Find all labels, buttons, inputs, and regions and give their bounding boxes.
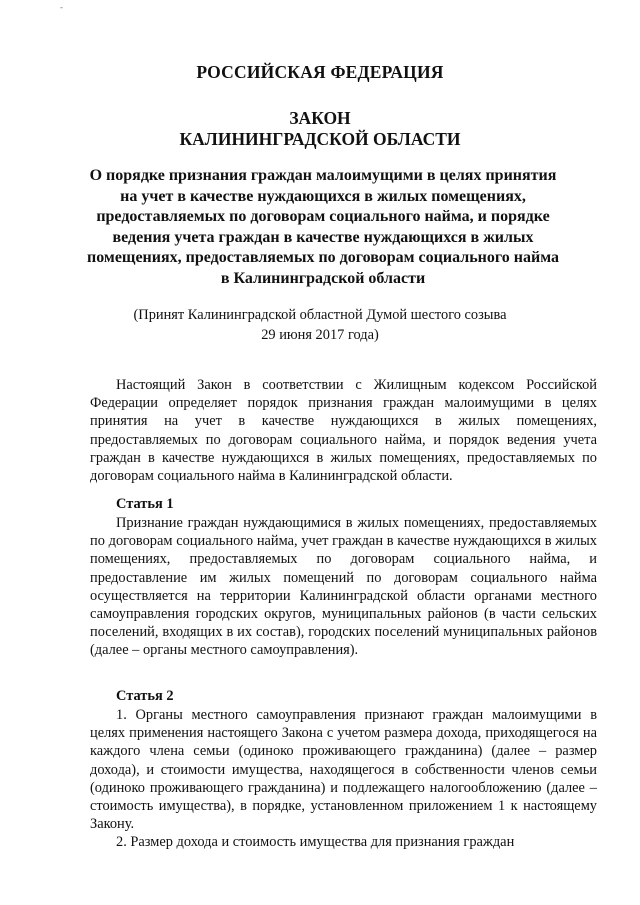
article-2-paragraph-2: 2. Размер дохода и стоимость имущества для признания граждан bbox=[116, 834, 515, 851]
preamble-text: Настоящий Закон в соответствии с Жилищным кодексом Российской Федерации определяет порядок признания граждан малоимущими в целях принятия на учет в качестве нуждающихся в жилых помещениях, предоставляемых по договорам социального найма, и порядок ведения учета граждан в качестве нуждающихся в жилых помещениях, предоставляемых по договорам социального найма в Калининградской области. bbox=[90, 377, 597, 485]
adoption-date: 29 июня 2017 года) bbox=[261, 327, 379, 343]
article-2-body bbox=[90, 706, 597, 852]
law-heading-line2: КАЛИНИНГРАДСКОЙ ОБЛАСТИ bbox=[179, 129, 461, 149]
corner-mark: - bbox=[60, 2, 63, 12]
law-heading-line1: ЗАКОН bbox=[289, 108, 351, 128]
article-2-paragraph-1: 1. Органы местного самоуправления признают граждан малоимущими в целях применения настоящего Закона с учетом размера дохода, приходящегося на каждого члена семьи (одиноко проживающего гражданина) (далее – размер дохода), и стоимости имущества, находящегося в собственности членов семьи (одиноко проживающего гражданина) и подлежащего налогообложению (далее – стоимость имущества), в порядке, установленном приложением 1 к настоящему Закону. bbox=[90, 707, 597, 833]
law-title: О порядке признания граждан малоимущими в целях принятия на учет в качестве нуждающихся в жилых помещениях, предоставляемых по договорам социального найма, и порядке ведения учета граждан в качестве нуждающихся в жилых помещениях, предоставляемых по договорам социального найма в Калининградской области bbox=[87, 167, 559, 287]
law-heading bbox=[0, 108, 640, 150]
article-2-heading: Статья 2 bbox=[116, 688, 174, 704]
article-1-heading: Статья 1 bbox=[116, 496, 174, 512]
federation-heading: РОССИЙСКАЯ ФЕДЕРАЦИЯ bbox=[196, 62, 444, 82]
preamble bbox=[90, 376, 597, 485]
article-1-body bbox=[90, 514, 597, 660]
adoption-note bbox=[0, 305, 640, 345]
adoption-note-line1: (Принят Калининградской областной Думой шестого созыва bbox=[133, 307, 507, 323]
article-1-text: Признание граждан нуждающимися в жилых помещениях, предоставляемых по договорам социального найма, учет граждан в качестве нуждающихся в жилых помещениях, предоставляемых по договорам социального найма, и предоставление им жилых помещений по договорам социального найма осуществляется на территории Калининградской области органами местного самоуправления городских округов, муниципальных районов (в части сельских поселений, входящих в их состав), городских поселений муниципальных районов (далее – органы местного самоуправления). bbox=[90, 515, 597, 659]
